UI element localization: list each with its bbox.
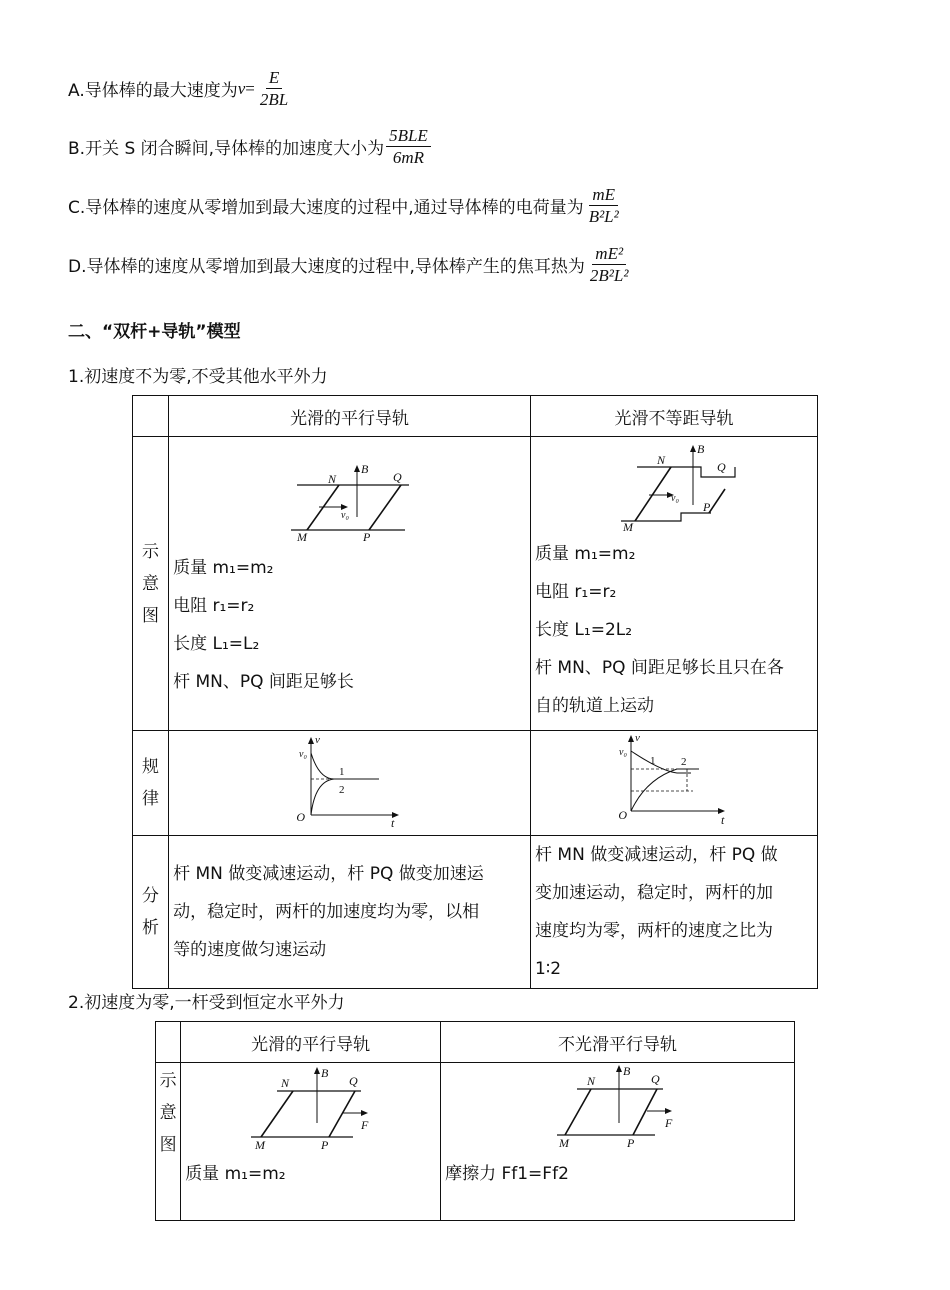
- analysis-label-char: 分: [142, 886, 160, 906]
- svg-text:P: P: [321, 1138, 329, 1152]
- law-label-char: 律: [142, 789, 160, 809]
- option-d: [68, 244, 631, 285]
- svg-text:P: P: [703, 500, 711, 514]
- svg-text:P: P: [627, 1136, 635, 1150]
- subsection-2-title: 2.初速度为零,一杆受到恒定水平外力: [68, 993, 345, 1013]
- option-d-den: 2B²L²: [589, 266, 629, 285]
- table-2-left-prop: 质量 m₁=m₂: [185, 1164, 286, 1184]
- svg-text:B: B: [697, 442, 705, 456]
- table-1-right-schematic: [531, 437, 818, 731]
- svg-text:v: v: [635, 732, 640, 744]
- left-prop-distance: 杆 MN、PQ 间距足够长: [173, 672, 354, 692]
- left-analysis-line: 动，稳定时，两杆的加速度均为零，以相: [173, 902, 480, 922]
- option-b: [68, 126, 431, 167]
- table-2-col2-header: 不光滑平行导轨: [441, 1022, 795, 1063]
- svg-text:v₀: v₀: [299, 749, 308, 760]
- svg-text:Q: Q: [393, 470, 402, 484]
- table-2-right-schematic: [441, 1063, 795, 1221]
- vt-graph-equal: [169, 731, 529, 831]
- right-analysis-line: 1∶2: [535, 959, 562, 979]
- table-1-col2-header: 光滑不等距导轨: [531, 396, 818, 437]
- table-1-col1-header: 光滑的平行导轨: [169, 396, 531, 437]
- right-prop-resistance: 电阻 r₁=r₂: [535, 582, 617, 602]
- table-1: [132, 395, 818, 989]
- svg-text:O: O: [296, 810, 306, 824]
- svg-text:v: v: [315, 734, 320, 746]
- svg-text:v₀: v₀: [619, 747, 627, 758]
- svg-text:B: B: [623, 1064, 631, 1078]
- subsection-1-title: 1.初速度不为零,不受其他水平外力: [68, 367, 328, 387]
- svg-text:F: F: [665, 1116, 673, 1130]
- option-a-den: 2BL: [259, 90, 289, 109]
- table-1-schematic-label: [133, 437, 169, 731]
- option-b-num: 5BLE: [386, 126, 431, 147]
- option-a-text: A.导体棒的最大速度为: [68, 81, 238, 101]
- svg-text:N: N: [657, 453, 666, 467]
- table-1-right-graph: [531, 731, 818, 836]
- schematic-label-char: 示: [142, 541, 160, 562]
- table-1-left-graph: [169, 731, 531, 836]
- option-c-num: mE: [589, 185, 618, 206]
- table-2: [155, 1021, 795, 1221]
- table-2-schematic-row: [156, 1063, 795, 1221]
- table-2-corner: [156, 1022, 181, 1063]
- option-a-fraction: [257, 68, 291, 109]
- svg-text:N: N: [587, 1074, 596, 1088]
- svg-text:B: B: [361, 462, 369, 476]
- right-prop-distance: 杆 MN、PQ 间距足够长且只在各: [535, 658, 784, 678]
- table-2-header-row: [156, 1022, 795, 1063]
- force-rails-diagram-smooth: [181, 1063, 439, 1155]
- svg-text:B: B: [321, 1066, 329, 1080]
- left-analysis-line: 杆 MN 做变减速运动，杆 PQ 做变加速运: [173, 864, 484, 884]
- left-prop-resistance: 电阻 r₁=r₂: [173, 596, 255, 616]
- svg-text:M: M: [623, 520, 634, 534]
- right-prop-mass: 质量 m₁=m₂: [535, 544, 636, 564]
- table-2-col1-header: 光滑的平行导轨: [181, 1022, 441, 1063]
- option-b-fraction: [386, 126, 431, 167]
- table-2-right-prop: 摩擦力 Ff1=Ff2: [445, 1164, 569, 1184]
- section-title: 二、“双杆+导轨”模型: [68, 322, 241, 342]
- svg-text:v₀: v₀: [341, 510, 350, 521]
- option-d-num: mE²: [592, 244, 626, 265]
- table-2-schematic-label: [156, 1063, 181, 1221]
- option-a-num: E: [266, 68, 282, 89]
- unequal-rails-diagram: [531, 437, 816, 535]
- schematic-label-char: 图: [159, 1135, 177, 1155]
- option-b-text: B.开关 S 闭合瞬间,导体棒的加速度大小为: [68, 139, 385, 159]
- svg-text:2: 2: [681, 756, 687, 768]
- left-prop-length: 长度 L₁=L₂: [173, 634, 260, 654]
- svg-text:t: t: [391, 816, 395, 830]
- table-1-law-row: [133, 731, 818, 836]
- vt-graph-unequal: [531, 731, 816, 831]
- option-c-text: C.导体棒的速度从零增加到最大速度的过程中,通过导体棒的电荷量为: [68, 198, 584, 218]
- svg-text:1: 1: [339, 766, 345, 778]
- law-label-char: 规: [142, 757, 160, 777]
- option-a: [68, 68, 291, 109]
- right-prop-distance-cont: 自的轨道上运动: [535, 696, 655, 716]
- svg-text:M: M: [297, 530, 308, 544]
- svg-text:O: O: [618, 808, 628, 822]
- svg-text:Q: Q: [651, 1072, 660, 1086]
- option-a-eq: =: [245, 78, 255, 98]
- table-1-schematic-row: [133, 437, 818, 731]
- option-c-den: B²L²: [588, 207, 619, 226]
- schematic-label-char: 意: [142, 573, 160, 594]
- svg-text:N: N: [281, 1076, 290, 1090]
- option-d-text: D.导体棒的速度从零增加到最大速度的过程中,导体棒产生的焦耳热为: [68, 257, 585, 277]
- force-rails-diagram-rough: [441, 1063, 793, 1155]
- svg-text:N: N: [328, 472, 337, 486]
- parallel-rails-diagram: [169, 437, 529, 549]
- svg-text:v₀: v₀: [671, 493, 679, 504]
- table-1-corner: [133, 396, 169, 437]
- table-1-analysis-label: [133, 836, 169, 989]
- svg-text:Q: Q: [717, 460, 726, 474]
- svg-text:Q: Q: [349, 1074, 358, 1088]
- option-c: [68, 185, 622, 226]
- table-2-left-schematic: [181, 1063, 441, 1221]
- svg-text:M: M: [255, 1138, 266, 1152]
- option-d-fraction: [587, 244, 632, 285]
- svg-text:t: t: [721, 813, 725, 827]
- option-b-den: 6mR: [392, 148, 425, 167]
- table-1-header-row: [133, 396, 818, 437]
- right-analysis-line: 速度均为零，两杆的速度之比为: [535, 921, 774, 941]
- table-1-analysis-row: [133, 836, 818, 989]
- left-analysis-line: 等的速度做匀速运动: [173, 940, 327, 960]
- option-a-var: v: [237, 78, 246, 98]
- svg-text:M: M: [559, 1136, 570, 1150]
- left-prop-mass: 质量 m₁=m₂: [173, 558, 274, 578]
- right-analysis-line: 变加速运动，稳定时，两杆的加: [535, 883, 774, 903]
- right-analysis-line: 杆 MN 做变减速运动，杆 PQ 做: [535, 845, 778, 865]
- analysis-label-char: 析: [142, 918, 160, 938]
- table-1-right-analysis: [531, 836, 818, 989]
- schematic-label-char: 意: [159, 1103, 177, 1123]
- table-1-left-analysis: [169, 836, 531, 989]
- svg-text:2: 2: [339, 784, 345, 796]
- schematic-label-char: 示: [159, 1071, 177, 1091]
- svg-text:F: F: [361, 1118, 369, 1132]
- option-c-fraction: [586, 185, 622, 226]
- table-1-left-schematic: [169, 437, 531, 731]
- table-1-law-label: [133, 731, 169, 836]
- svg-text:1: 1: [650, 755, 656, 767]
- svg-text:P: P: [363, 530, 371, 544]
- right-prop-length: 长度 L₁=2L₂: [535, 620, 633, 640]
- schematic-label-char: 图: [142, 605, 160, 626]
